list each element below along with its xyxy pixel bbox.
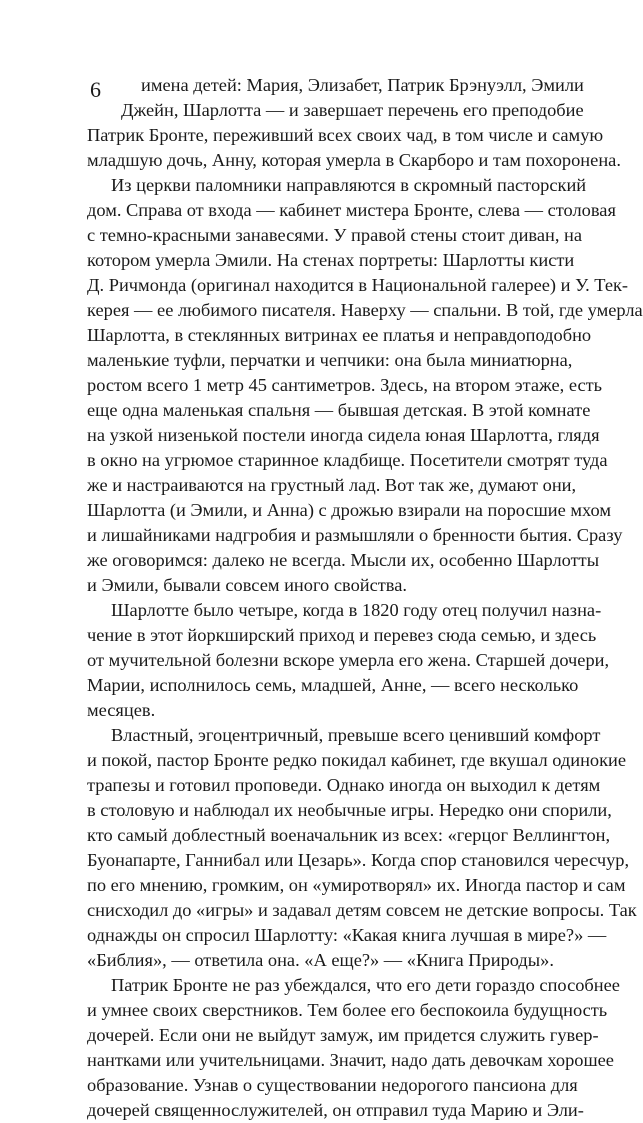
text-line: Шарлотта (и Эмили, и Анна) с дрожью взирали на поросшие мхом [87, 500, 611, 520]
text-line: Шарлотта, в стеклянных витринах ее платья и неправдоподобно [87, 325, 592, 345]
text-line: снисходил до «игры» и задавал детям совсем не детские вопросы. Так [87, 900, 637, 920]
text-line: образование. Узнав о существовании недорогого пансиона для [87, 1075, 578, 1095]
text-line: керея — ее любимого писателя. Наверху — спальни. В той, где умерла [87, 300, 643, 320]
text-line: маленькие туфли, перчатки и чепчики: она была миниатюрна, [87, 350, 573, 370]
text-line: Джейн, Шарлотта — и завершает перечень его преподобие [121, 100, 584, 120]
text-line: Шарлотте было четыре, когда в 1820 году отец получил назна- [111, 600, 602, 620]
text-line: дом. Справа от входа — кабинет мистера Бронте, слева — столовая [87, 200, 616, 220]
text-line: Патрик Бронте, переживший всех своих чад, в том числе и самую [87, 125, 604, 145]
text-line: кто самый доблестный военачальник из всех: «герцог Веллингтон, [87, 825, 611, 845]
text-line: от мучительной болезни вскоре умерла его жена. Старшей дочери, [87, 650, 610, 670]
text-line: младшую дочь, Анну, которая умерла в Скарборо и там похоронена. [87, 150, 621, 170]
text-line: Властный, эгоцентричный, превыше всего ценивший комфорт [111, 725, 601, 745]
text-line: и покой, пастор Бронте редко покидал кабинет, где вкушал одинокие [87, 750, 627, 770]
text-line: Марии, исполнилось семь, младшей, Анне, — всего несколько [87, 675, 579, 695]
text-line: в столовую и наблюдал их необычные игры. Нередко они спорили, [87, 800, 612, 820]
text-line: трапезы и готовил проповеди. Однако иногда он выходил к детям [87, 775, 601, 795]
text-line: в окно на угрюмое старинное кладбище. Посетители смотрят туда [87, 450, 608, 470]
text-line: и Эмили, бывали совсем иного свойства. [87, 575, 408, 595]
text-line: чение в этот йоркширский приход и перевез сюда семью, и здесь [87, 625, 597, 645]
text-line: однажды он спросил Шарлотту: «Какая книга лучшая в мире?» — [87, 925, 607, 945]
text-line: с темно-красными занавесями. У правой стены стоит диван, на [87, 225, 583, 245]
text-line: и умнее своих сверстников. Тем более его беспокоила будущность [87, 1000, 608, 1020]
text-line: еще одна маленькая спальня — бывшая детская. В этой комнате [87, 400, 591, 420]
text-line: месяцев. [87, 700, 156, 720]
text-line: Д. Ричмонда (оригинал находится в Национальной галерее) и У. Тек- [87, 275, 629, 295]
text-line: Буонапарте, Ганнибал или Цезарь». Когда спор становился чересчур, [87, 850, 630, 870]
text-line: по его мнению, громким, он «умиротворял» их. Иногда пастор и сам [87, 875, 626, 895]
text-line: Из церкви паломники направляются в скромный пасторский [111, 175, 587, 195]
text-line: дочерей священнослужителей, он отправил туда Марию и Эли- [87, 1100, 584, 1120]
text-line: Патрик Бронте не раз убеждался, что его дети гораздо способнее [111, 975, 620, 995]
text-line: «Библия», — ответила она. «А еще?» — «Книга Природы». [87, 950, 554, 970]
page-number: 6 [90, 77, 101, 102]
text-line: же оговоримся: далеко не всегда. Мысли их, особенно Шарлотты [87, 550, 600, 570]
text-line: имена детей: Мария, Элизабет, Патрик Брэнуэлл, Эмили [141, 75, 584, 95]
text-line: дочерей. Если они не выйдут замуж, им придется служить гувер- [87, 1025, 599, 1045]
text-line: и лишайниками надгробия и размышляли о бренности бытия. Сразу [87, 525, 623, 545]
text-line: же и настраиваются на грустный лад. Вот так же, думают они, [87, 475, 577, 495]
text-line: ростом всего 1 метр 45 сантиметров. Здесь, на втором этаже, есть [87, 375, 603, 395]
body-text [87, 73, 643, 1123]
text-line: котором умерла Эмили. На стенах портреты: Шарлотты кисти [87, 250, 575, 270]
text-line: на узкой низенькой постели иногда сидела юная Шарлотта, глядя [87, 425, 600, 445]
text-line: нантками или учительницами. Значит, надо дать девочкам хорошее [87, 1050, 614, 1070]
